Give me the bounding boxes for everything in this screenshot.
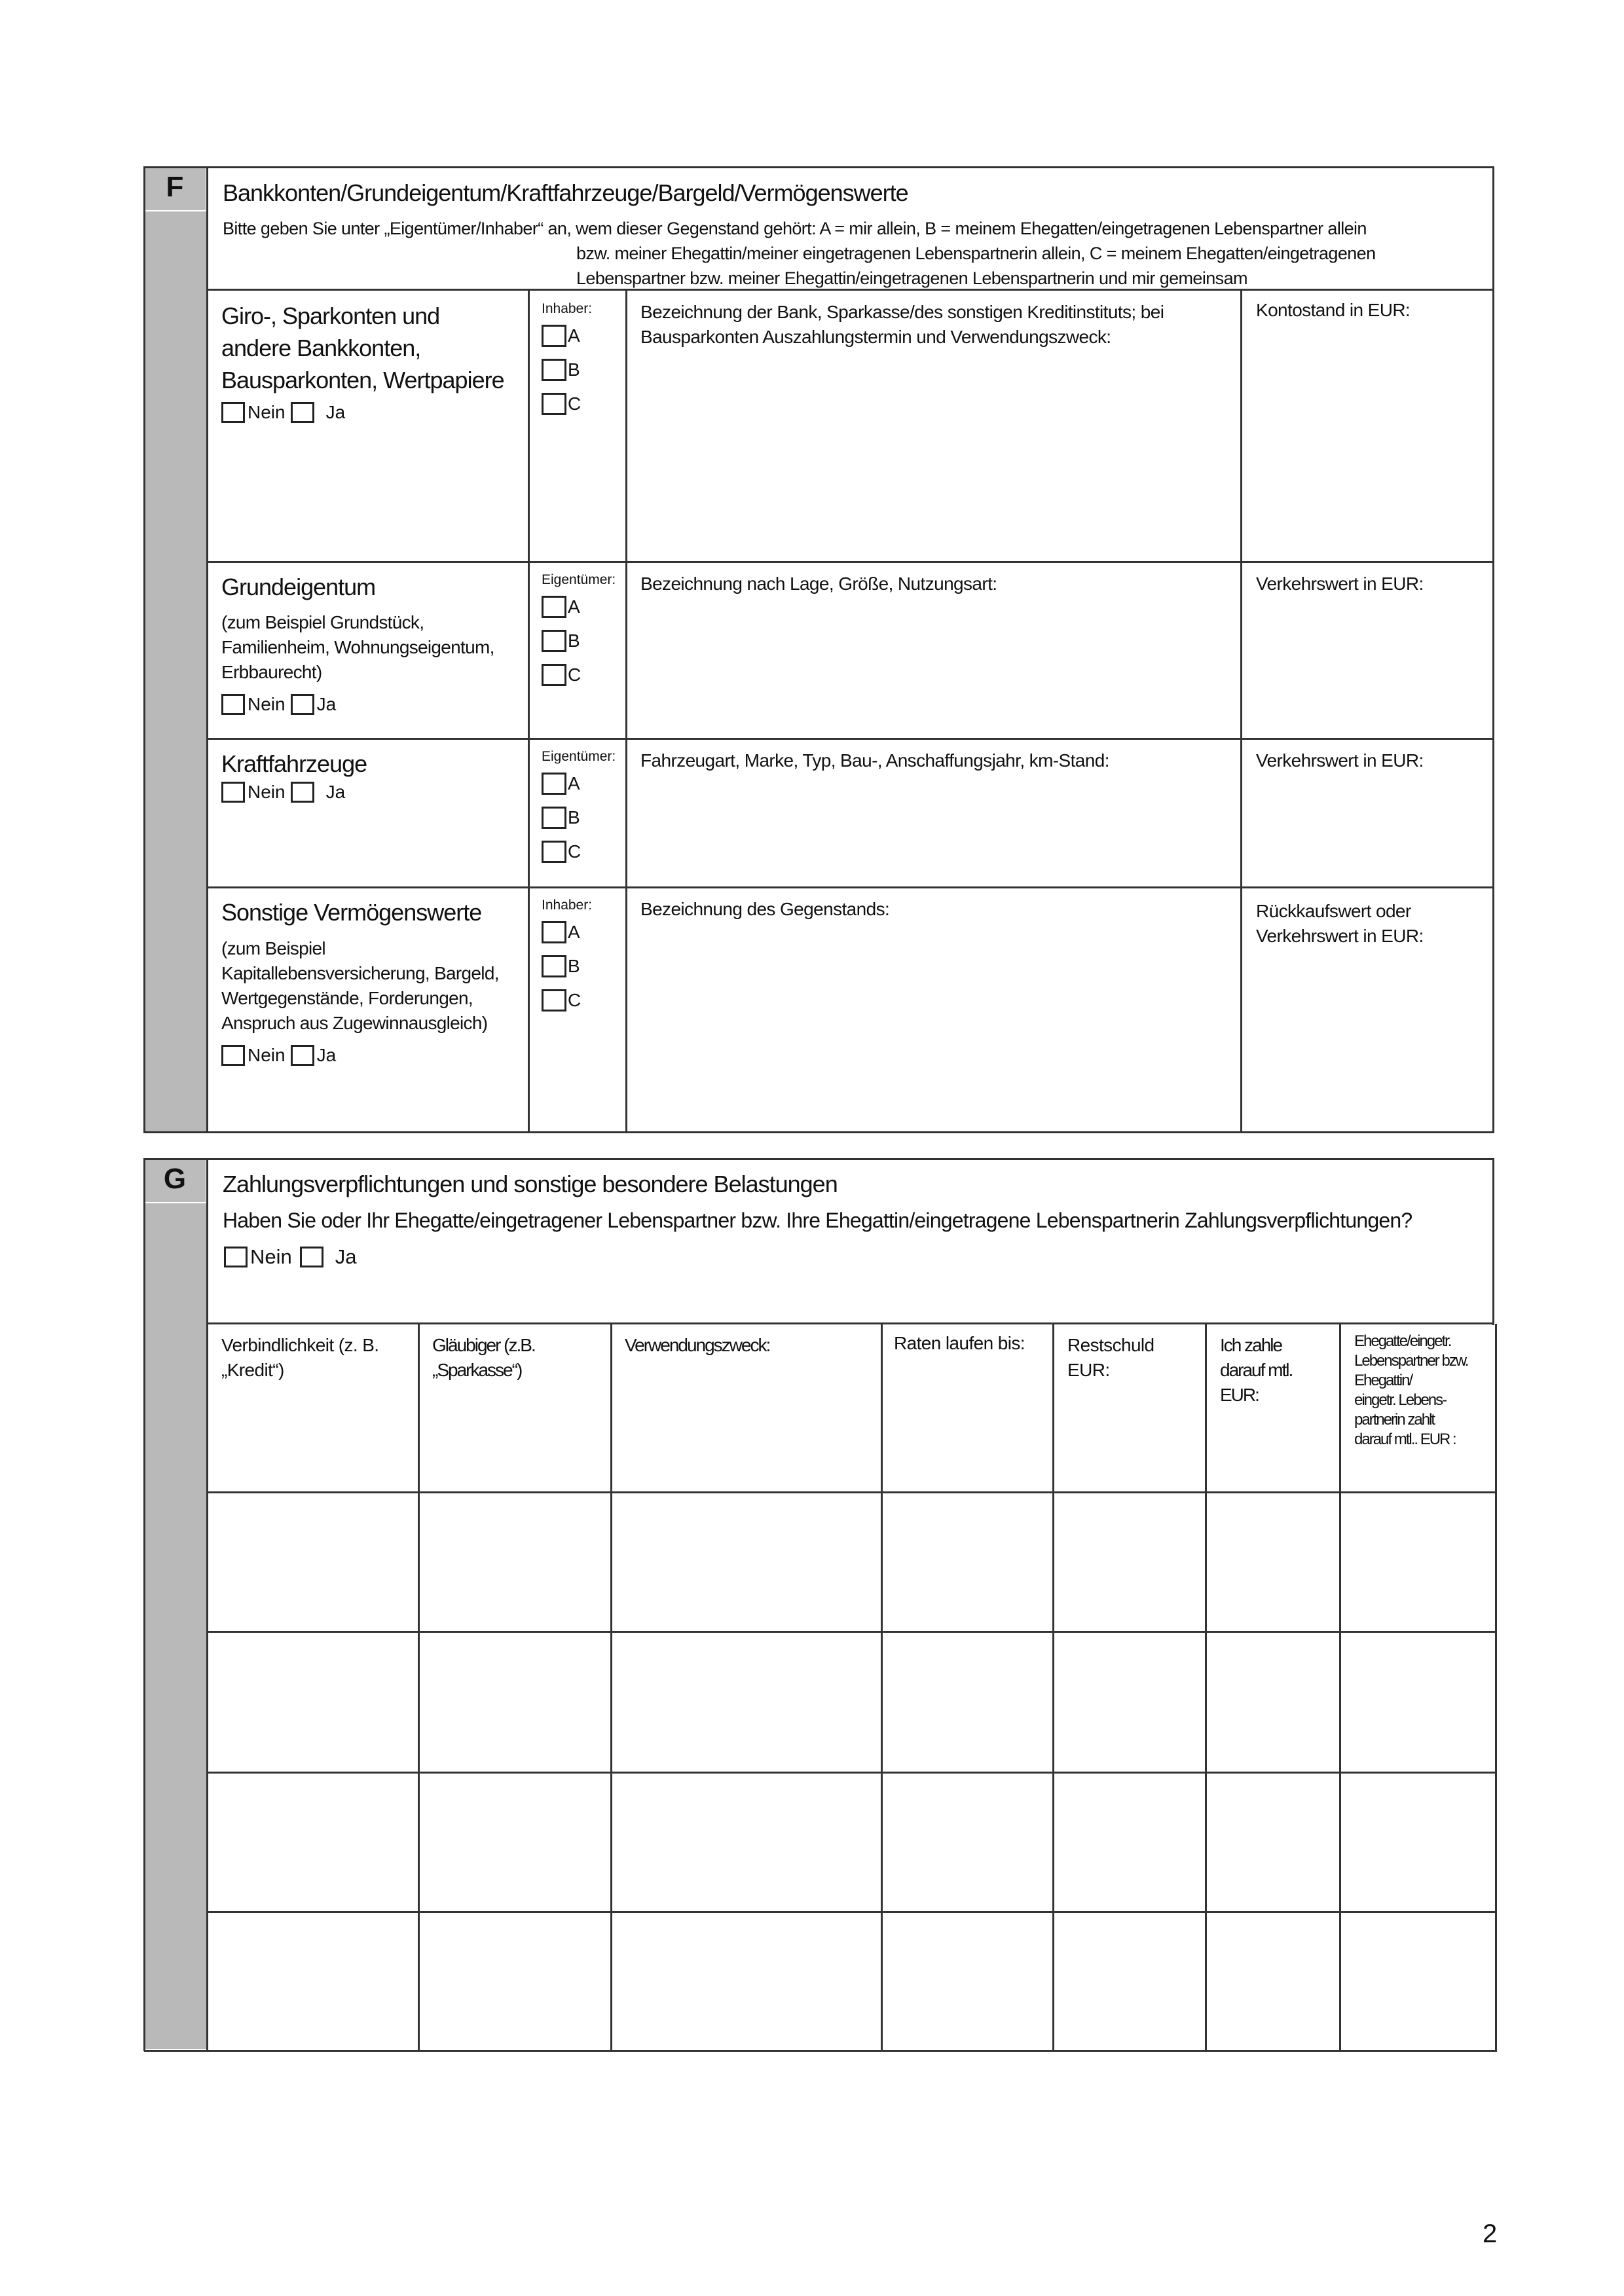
section-g-question: Haben Sie oder Ihr Ehegatte/eingetragener Lebenspartner bzw. Ihre Ehegattin/eingetragene Lebenspartnerin Zahlungsverpflichtungen? <box>223 1209 1412 1232</box>
sonstige-value-field[interactable] <box>1244 956 1490 1126</box>
sonstige-nein-checkbox[interactable] <box>221 1045 245 1066</box>
grundeigentum-ja-label: Ja <box>316 694 337 714</box>
kraftfahrzeuge-value-label: Verkehrswert in EUR: <box>1256 750 1424 771</box>
table-cell[interactable] <box>421 1775 610 1910</box>
grundeigentum-owner-a-checkbox[interactable] <box>542 596 566 618</box>
owner-a-label: A <box>568 773 580 793</box>
table-cell[interactable] <box>210 1634 417 1771</box>
sonstige-owner-b-checkbox[interactable] <box>542 955 566 977</box>
table-cell[interactable] <box>1342 1914 1492 2047</box>
table-cell[interactable] <box>614 1634 880 1771</box>
sonstige-description-label: Bezeichnung des Gegenstands: <box>640 899 890 919</box>
sonstige-owner-label: Inhaber: <box>542 898 593 913</box>
column-header-restschuld: Restschuld EUR: <box>1067 1335 1154 1380</box>
owner-b-label: B <box>568 630 580 651</box>
owner-a-label: A <box>568 922 580 942</box>
table-cell[interactable] <box>884 1634 1052 1771</box>
table-cell[interactable] <box>1056 1914 1204 2047</box>
section-f-sidebar <box>144 167 207 1133</box>
owner-b-label: B <box>568 807 580 828</box>
kraftfahrzeuge-owner-b-checkbox[interactable] <box>542 807 566 829</box>
kraftfahrzeuge-owner-c-checkbox[interactable] <box>542 841 566 863</box>
column-header-ich-zahle: Ich zahle darauf mtl. EUR: <box>1220 1335 1293 1405</box>
zahlungsverpflichtungen-nein-checkbox[interactable] <box>224 1247 248 1267</box>
table-cell[interactable] <box>884 1775 1052 1910</box>
table-cell[interactable] <box>1056 1634 1204 1771</box>
column-header-raten: Raten laufen bis: <box>894 1333 1025 1353</box>
kraftfahrzeuge-owner-a-checkbox[interactable] <box>542 773 566 795</box>
grundeigentum-owner-label: Eigentümer: <box>542 572 616 587</box>
table-cell[interactable] <box>1208 1914 1338 2047</box>
bankkonten-value-label: Kontostand in EUR: <box>1256 300 1411 320</box>
grundeigentum-nein-label: Nein <box>248 694 286 714</box>
page-number: 2 <box>1483 2219 1498 2248</box>
bankkonten-owner-a-checkbox[interactable] <box>542 325 566 347</box>
kraftfahrzeuge-nein-checkbox[interactable] <box>221 782 245 803</box>
bankkonten-ja-checkbox[interactable] <box>291 402 314 423</box>
bankkonten-owner-c-checkbox[interactable] <box>542 393 566 415</box>
kraftfahrzeuge-description-label: Fahrzeugart, Marke, Typ, Bau-, Anschaffungsjahr, km-Stand: <box>640 750 1109 771</box>
sonstige-description-field[interactable] <box>629 930 1238 1126</box>
table-cell[interactable] <box>614 1495 880 1630</box>
sonstige-owner-a-checkbox[interactable] <box>542 921 566 943</box>
table-cell[interactable] <box>210 1914 417 2047</box>
owner-c-label: C <box>568 665 581 685</box>
kraftfahrzeuge-owner-label: Eigentümer: <box>542 749 616 764</box>
table-cell[interactable] <box>210 1775 417 1910</box>
sonstige-value-label: Rückkaufswert oder Verkehrswert in EUR: <box>1256 901 1424 946</box>
grundeigentum-description-field[interactable] <box>629 602 1238 733</box>
table-cell[interactable] <box>1342 1634 1492 1771</box>
grundeigentum-value-label: Verkehrswert in EUR: <box>1256 574 1424 594</box>
column-header-ehegatte-zahlt: Ehegatte/eingetr. Lebenspartner bzw. Ehegattin/ eingetr. Lebens- partnerin zahlt darauf mtl.. EUR : <box>1354 1332 1468 1448</box>
sonstige-ja-label: Ja <box>316 1045 337 1065</box>
row-kraftfahrzeuge-title: Kraftfahrzeuge <box>221 750 367 777</box>
kraftfahrzeuge-ja-checkbox[interactable] <box>291 782 314 803</box>
table-cell[interactable] <box>884 1914 1052 2047</box>
table-cell[interactable] <box>884 1495 1052 1630</box>
section-f-note-1: Bitte geben Sie unter „Eigentümer/Inhaber“ an, wem dieser Gegenstand gehört: A = mir allein, B = meinem Ehegatten/eingetragenen Lebenspartner allein <box>223 219 1367 238</box>
table-cell[interactable] <box>1208 1495 1338 1630</box>
kraftfahrzeuge-description-field[interactable] <box>629 779 1238 884</box>
section-g-title: Zahlungsverpflichtungen und sonstige besondere Belastungen <box>223 1171 838 1197</box>
column-header-verwendungszweck: Verwendungszweck: <box>625 1335 770 1355</box>
zahlungsverpflichtungen-ja-checkbox[interactable] <box>300 1247 323 1267</box>
section-f-note-2: bzw. meiner Ehegattin/meiner eingetragenen Lebenspartnerin allein, C = meinem Ehegatten/eingetragenen <box>576 244 1376 263</box>
owner-b-label: B <box>568 359 580 380</box>
section-f-note-3: Lebenspartner bzw. meiner Ehegattin/eingetragenen Lebenspartnerin und mir gemeinsam <box>576 268 1247 288</box>
column-header-verbindlichkeit: Verbindlichkeit (z. B. „Kredit“) <box>221 1335 379 1380</box>
row-sonstige-title: Sonstige Vermögenswerte <box>221 899 482 926</box>
table-cell[interactable] <box>1342 1495 1492 1630</box>
owner-c-label: C <box>568 393 581 414</box>
table-cell[interactable] <box>1208 1634 1338 1771</box>
bankkonten-value-field[interactable] <box>1244 340 1490 556</box>
owner-b-label: B <box>568 956 580 976</box>
row-bankkonten-title: Giro-, Sparkonten und andere Bankkonten, Bausparkonten, Wertpapiere <box>221 302 504 393</box>
table-cell[interactable] <box>421 1495 610 1630</box>
bankkonten-nein-checkbox[interactable] <box>221 402 245 423</box>
grundeigentum-nein-checkbox[interactable] <box>221 694 245 715</box>
table-cell[interactable] <box>1056 1495 1204 1630</box>
column-header-glaeubiger: Gläubiger (z.B. „Sparkasse“) <box>432 1335 535 1380</box>
owner-c-label: C <box>568 841 581 862</box>
owner-c-label: C <box>568 990 581 1010</box>
section-g-letter: G <box>144 1159 207 1203</box>
grundeigentum-value-field[interactable] <box>1244 602 1490 733</box>
bankkonten-owner-b-checkbox[interactable] <box>542 359 566 381</box>
bankkonten-owner-label: Inhaber: <box>542 301 593 316</box>
sonstige-nein-label: Nein <box>248 1045 286 1065</box>
grundeigentum-owner-b-checkbox[interactable] <box>542 630 566 652</box>
sonstige-owner-c-checkbox[interactable] <box>542 989 566 1011</box>
kraftfahrzeuge-nein-label: Nein <box>248 782 286 802</box>
table-cell[interactable] <box>210 1495 417 1630</box>
owner-a-label: A <box>568 325 580 346</box>
bankkonten-ja-label: Ja <box>325 402 346 422</box>
section-g-sidebar <box>144 1159 207 2049</box>
owner-a-label: A <box>568 596 580 617</box>
table-cell[interactable] <box>421 1634 610 1771</box>
grundeigentum-owner-c-checkbox[interactable] <box>542 664 566 686</box>
table-cell[interactable] <box>1208 1775 1338 1910</box>
table-cell[interactable] <box>614 1775 880 1910</box>
section-f-title: Bankkonten/Grundeigentum/Kraftfahrzeuge/Bargeld/Vermögenswerte <box>223 179 908 206</box>
table-cell[interactable] <box>614 1914 880 2047</box>
zahlungsverpflichtungen-ja-label: Ja <box>335 1245 357 1268</box>
grundeigentum-ja-checkbox[interactable] <box>291 694 314 715</box>
bankkonten-nein-label: Nein <box>248 402 286 422</box>
table-cell[interactable] <box>1342 1775 1492 1910</box>
bankkonten-description-field[interactable] <box>629 367 1238 556</box>
grundeigentum-description-label: Bezeichnung nach Lage, Größe, Nutzungsart: <box>640 574 997 594</box>
kraftfahrzeuge-value-field[interactable] <box>1244 779 1490 884</box>
row-grundeigentum-title: Grundeigentum <box>221 574 376 600</box>
bankkonten-description-label: Bezeichnung der Bank, Sparkasse/des sonstigen Kreditinstituts; bei Bausparkonten Auszahlungstermin und Verwendungszweck: <box>640 302 1164 347</box>
section-f-letter: F <box>144 167 207 211</box>
table-cell[interactable] <box>421 1914 610 2047</box>
kraftfahrzeuge-ja-label: Ja <box>325 782 346 802</box>
table-cell[interactable] <box>1056 1775 1204 1910</box>
row-sonstige-subtitle: (zum Beispiel Kapitallebensversicherung, Bargeld, Wertgegenstände, Forderungen, Anspruch aus Zugewinnausgleich) <box>221 938 499 1033</box>
sonstige-ja-checkbox[interactable] <box>291 1045 314 1066</box>
row-grundeigentum-subtitle: (zum Beispiel Grundstück, Familienheim, Wohnungseigentum, Erbbaurecht) <box>221 612 494 682</box>
zahlungsverpflichtungen-nein-label: Nein <box>250 1245 292 1268</box>
